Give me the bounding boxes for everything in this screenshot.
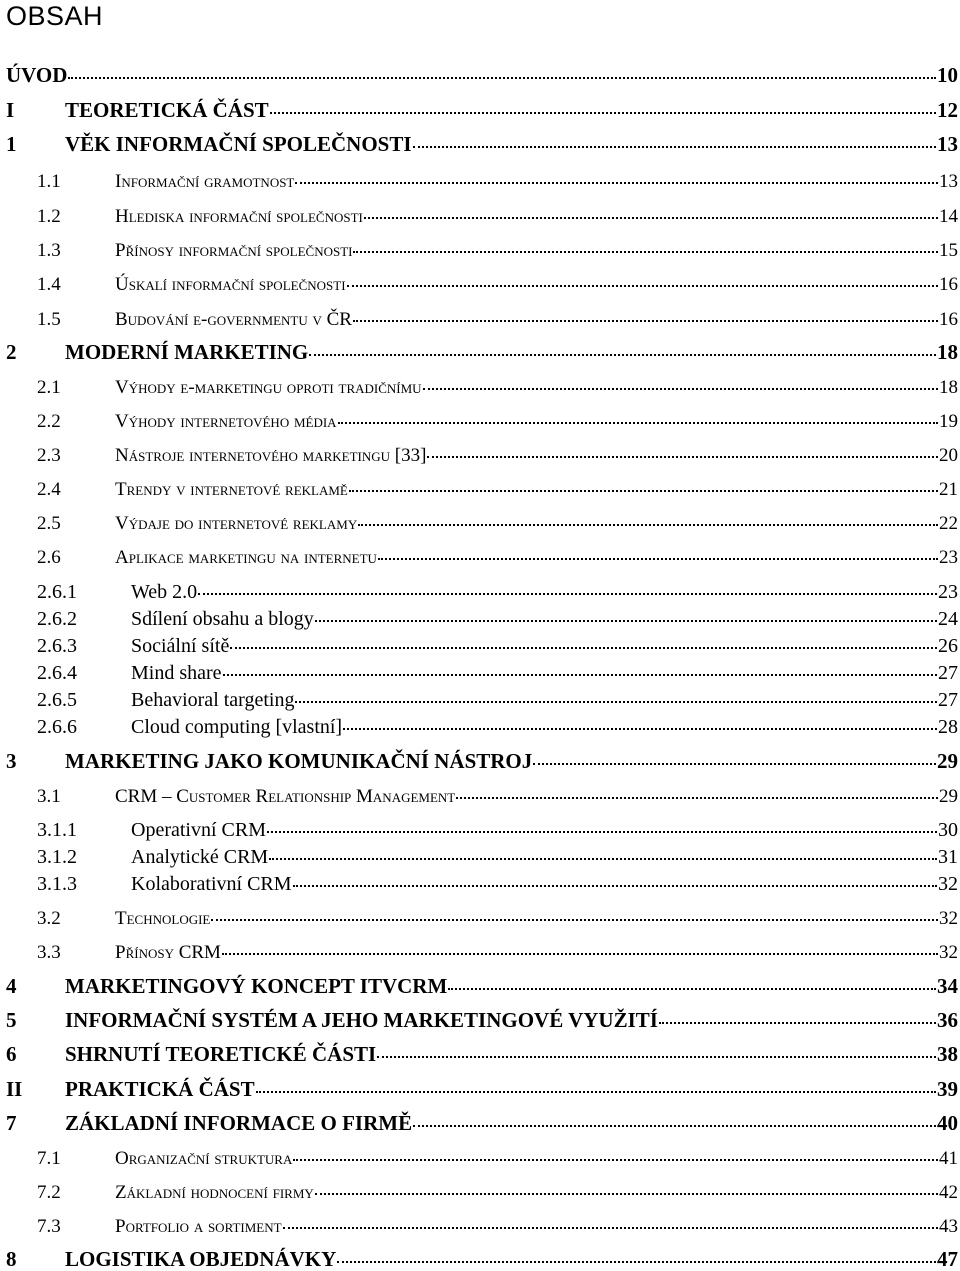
toc-entry[interactable] — [6, 1076, 958, 1101]
toc-entry-title: ÚVOD — [6, 63, 68, 87]
toc-entry[interactable] — [6, 97, 958, 122]
toc-entry-title: Technologie — [115, 908, 211, 929]
toc-entry[interactable] — [6, 782, 958, 809]
toc-entry[interactable] — [6, 578, 958, 604]
dot-leader — [256, 1076, 936, 1096]
toc-entry[interactable] — [6, 339, 958, 364]
dot-leader — [222, 938, 938, 958]
toc-entry-title: Nástroje internetového marketingu [33] — [115, 445, 427, 466]
toc-entry-page: 41 — [939, 1148, 958, 1169]
toc-entry-title: Operativní CRM — [131, 819, 266, 841]
toc-entry-page: 14 — [939, 206, 958, 227]
toc-entry[interactable] — [6, 870, 958, 896]
dot-leader — [295, 686, 937, 706]
toc-entry-title: Sdílení obsahu a blogy — [131, 608, 314, 630]
toc-entry-title: Aplikace marketingu na internetu — [115, 547, 377, 568]
toc-entry-title: VĚK INFORMAČNÍ SPOLEČNOSTI — [65, 132, 412, 156]
toc-entry[interactable] — [6, 407, 958, 434]
toc-entry-number: 2.5 — [37, 513, 61, 534]
toc-entry[interactable] — [6, 202, 958, 229]
dot-leader — [347, 270, 938, 290]
dot-leader — [223, 659, 937, 679]
toc-entry-page: 21 — [939, 479, 958, 500]
dot-leader — [448, 973, 936, 993]
toc-entry-page: 47 — [937, 1247, 958, 1271]
toc-entry[interactable] — [6, 686, 958, 712]
dot-leader — [295, 167, 938, 187]
toc-entry-number: 7.2 — [37, 1182, 61, 1203]
toc-entry-title: INFORMAČNÍ SYSTÉM A JEHO MARKETINGOVÉ VYUŽITÍ — [65, 1008, 658, 1032]
dot-leader — [283, 1212, 938, 1232]
toc-entry-number: 1.5 — [37, 309, 61, 330]
toc-entry-page: 18 — [939, 377, 958, 398]
toc-entry-title: MARKETING JAKO KOMUNIKAČNÍ NÁSTROJ — [65, 749, 533, 773]
toc-entry-page: 16 — [939, 309, 958, 330]
toc-entry-page: 43 — [939, 1216, 958, 1237]
toc-entry[interactable] — [6, 1178, 958, 1205]
dot-leader — [353, 236, 938, 256]
toc-entry-number: 2.2 — [37, 411, 61, 432]
toc-entry-page: 23 — [938, 581, 958, 603]
toc-entry[interactable] — [6, 62, 958, 87]
toc-entry[interactable] — [6, 632, 958, 658]
toc-entry-page: 32 — [939, 908, 958, 929]
toc-entry-number: 3.1.2 — [37, 846, 77, 868]
toc-entry-number: 7.1 — [37, 1148, 61, 1169]
toc-entry-title: MARKETINGOVÝ KONCEPT ITVCRM — [65, 974, 448, 998]
toc-entry-title: SHRNUTÍ TEORETICKÉ ČÁSTI — [65, 1042, 377, 1066]
toc-entry[interactable] — [6, 543, 958, 570]
toc-entry-number: 2.6.5 — [37, 689, 77, 711]
toc-entry[interactable] — [6, 973, 958, 998]
toc-entry-page: 18 — [937, 340, 958, 364]
toc-entry[interactable] — [6, 1144, 958, 1171]
toc-entry-number: 3.1.1 — [37, 819, 77, 841]
dot-leader — [293, 1144, 938, 1164]
toc-entry[interactable] — [6, 509, 958, 536]
toc-entry-title: Přínosy informační společnosti — [115, 240, 353, 261]
dot-leader — [353, 305, 938, 325]
toc-entry-number: 2 — [6, 340, 17, 364]
dot-leader — [659, 1007, 936, 1027]
toc-entry-number: 3.2 — [37, 908, 61, 929]
dot-leader — [533, 748, 936, 768]
toc-entry-title: Výhody e-marketingu oproti tradičnímu — [115, 377, 422, 398]
toc-entry[interactable] — [6, 748, 958, 773]
toc-entry-page: 42 — [939, 1182, 958, 1203]
dot-leader — [413, 1110, 936, 1130]
toc-entry-title: Behavioral targeting — [131, 689, 295, 711]
toc-entry-page: 34 — [937, 974, 958, 998]
toc-entry-number: 4 — [6, 974, 17, 998]
toc-entry-page: 38 — [937, 1042, 958, 1066]
toc-entry-number: 1.4 — [37, 274, 61, 295]
dot-leader — [413, 131, 936, 151]
toc-entry-page: 40 — [937, 1111, 958, 1135]
toc-entry-number: 6 — [6, 1042, 17, 1066]
toc-entry-title: Výdaje do internetové reklamy — [115, 513, 358, 534]
toc-entry-number: 2.6.3 — [37, 635, 77, 657]
toc-entry[interactable] — [6, 305, 958, 332]
toc-entry-page: 30 — [938, 819, 958, 841]
toc-entry-page: 13 — [937, 132, 958, 156]
toc-entry-page: 29 — [937, 749, 958, 773]
toc-entry-page: 27 — [938, 662, 958, 684]
dot-leader — [427, 441, 938, 461]
dot-leader — [315, 605, 937, 625]
toc-entry-number: 1.2 — [37, 206, 61, 227]
toc-entry[interactable] — [6, 270, 958, 297]
toc-entry-title: LOGISTIKA OBJEDNÁVKY — [65, 1247, 337, 1271]
dot-leader — [343, 713, 937, 733]
toc-entry-title: Výhody internetového média — [115, 411, 337, 432]
toc-entry[interactable] — [6, 843, 958, 869]
toc-entry[interactable] — [6, 167, 958, 194]
dot-leader — [293, 870, 937, 890]
toc-entry[interactable] — [6, 236, 958, 263]
toc-entry[interactable] — [6, 1212, 958, 1239]
dot-leader — [211, 904, 938, 924]
toc-entry-title: Cloud computing [vlastní] — [131, 716, 343, 738]
toc-entry-title: Budování e-governmentu v ČR — [115, 309, 352, 330]
page-title: OBSAH — [6, 1, 104, 31]
toc-entry-page: 32 — [938, 873, 958, 895]
toc-entry-number: 7 — [6, 1111, 17, 1135]
toc-entry-page: 32 — [939, 942, 958, 963]
toc-entry-number: I — [6, 98, 15, 122]
toc-entry[interactable] — [6, 1007, 958, 1032]
toc-entry-page: 10 — [937, 63, 958, 87]
toc-entry[interactable] — [6, 605, 958, 631]
toc-entry[interactable] — [6, 373, 958, 400]
toc-entry[interactable] — [6, 713, 958, 739]
dot-leader — [337, 1246, 936, 1266]
toc-entry-page: 26 — [938, 635, 958, 657]
toc-entry-title: Úskalí informační společnosti — [115, 274, 346, 295]
toc-entry-page: 19 — [939, 411, 958, 432]
toc-entry-number: 3.1 — [37, 786, 61, 807]
toc-entry-title: CRM – Customer Relationship Management — [115, 786, 456, 807]
toc-entry-number: 7.3 — [37, 1216, 61, 1237]
toc-entry-title: Mind share — [131, 662, 222, 684]
toc-entry-number: 3.3 — [37, 942, 61, 963]
toc-entry-title: ZÁKLADNÍ INFORMACE O FIRMĚ — [65, 1111, 413, 1135]
toc-entry-page: 15 — [939, 240, 958, 261]
toc-entry-number: 2.3 — [37, 445, 61, 466]
dot-leader — [338, 407, 938, 427]
toc-entry-title: PRAKTICKÁ ČÁST — [65, 1077, 255, 1101]
toc-entry-number: 2.6.1 — [37, 581, 77, 603]
dot-leader — [423, 373, 938, 393]
toc-entry-title: Organizační struktura — [115, 1148, 293, 1169]
toc-entry-number: 8 — [6, 1247, 17, 1271]
toc-entry-page: 36 — [937, 1008, 958, 1032]
toc-entry[interactable] — [6, 131, 958, 156]
dot-leader — [269, 843, 937, 863]
toc-entry-number: 2.6 — [37, 547, 61, 568]
toc-entry-number: 3.1.3 — [37, 873, 77, 895]
dot-leader — [315, 1178, 938, 1198]
toc-entry-title: TEORETICKÁ ČÁST — [65, 98, 269, 122]
dot-leader — [358, 509, 938, 529]
toc-entry[interactable] — [6, 1041, 958, 1066]
dot-leader — [349, 475, 938, 495]
toc-entry-number: 2.6.6 — [37, 716, 77, 738]
dot-leader — [377, 1041, 936, 1061]
toc-entry-number: 2.6.4 — [37, 662, 77, 684]
toc-entry-number: 2.4 — [37, 479, 61, 500]
toc-entry-title: Informační gramotnost — [115, 171, 295, 192]
toc-entry-number: 2.1 — [37, 377, 61, 398]
toc-entry[interactable] — [6, 659, 958, 685]
toc-entry-title: Trendy v internetové reklamě — [115, 479, 348, 500]
toc-entry-title: Analytické CRM — [131, 846, 269, 868]
toc-entry-page: 28 — [938, 716, 958, 738]
toc-entry-title: Základní hodnocení firmy — [115, 1182, 314, 1203]
dot-leader — [267, 816, 937, 836]
toc-entry-title: Hlediska informační společnosti — [115, 206, 363, 227]
toc-entry-page: 29 — [939, 786, 958, 807]
toc-entry-page: 16 — [939, 274, 958, 295]
toc-entry-page: 39 — [937, 1077, 958, 1101]
toc-entry-number: 5 — [6, 1008, 17, 1032]
toc-entry-number: 3 — [6, 749, 17, 773]
toc-entry-title: Kolaborativní CRM — [131, 873, 292, 895]
toc-entry-page: 22 — [939, 513, 958, 534]
dot-leader — [309, 339, 936, 359]
dot-leader — [68, 62, 936, 82]
toc-entry-title: Web 2.0 — [131, 581, 198, 603]
dot-leader — [456, 782, 938, 802]
toc-entry-number: II — [6, 1077, 23, 1101]
toc-entry-number: 1.3 — [37, 240, 61, 261]
toc-entry[interactable] — [6, 904, 958, 931]
toc-entry-page: 27 — [938, 689, 958, 711]
dot-leader — [198, 578, 937, 598]
toc-entry-page: 20 — [939, 445, 958, 466]
toc-entry-number: 1 — [6, 132, 17, 156]
toc-entry-title: Sociální sítě — [131, 635, 230, 657]
toc-entry[interactable] — [6, 441, 958, 468]
toc-entry-title: Portfolio a sortiment — [115, 1216, 282, 1237]
toc-entry-number: 2.6.2 — [37, 608, 77, 630]
toc-entry[interactable] — [6, 938, 958, 965]
toc-entry-number: 1.1 — [37, 171, 61, 192]
dot-leader — [364, 202, 938, 222]
toc-entry[interactable] — [6, 1110, 958, 1135]
dot-leader — [230, 632, 937, 652]
toc-entry-title: Přínosy CRM — [115, 942, 221, 963]
toc-entry-page: 23 — [939, 547, 958, 568]
toc-entry-page: 31 — [938, 846, 958, 868]
toc-entry-page: 12 — [937, 98, 958, 122]
toc-entry[interactable] — [6, 1246, 958, 1271]
toc-entry-title: MODERNÍ MARKETING — [65, 340, 309, 364]
toc-entry-page: 13 — [939, 171, 958, 192]
dot-leader — [270, 97, 936, 117]
toc-entry-page: 24 — [938, 608, 958, 630]
toc-entry[interactable] — [6, 816, 958, 842]
toc-entry[interactable] — [6, 475, 958, 502]
dot-leader — [378, 543, 938, 563]
